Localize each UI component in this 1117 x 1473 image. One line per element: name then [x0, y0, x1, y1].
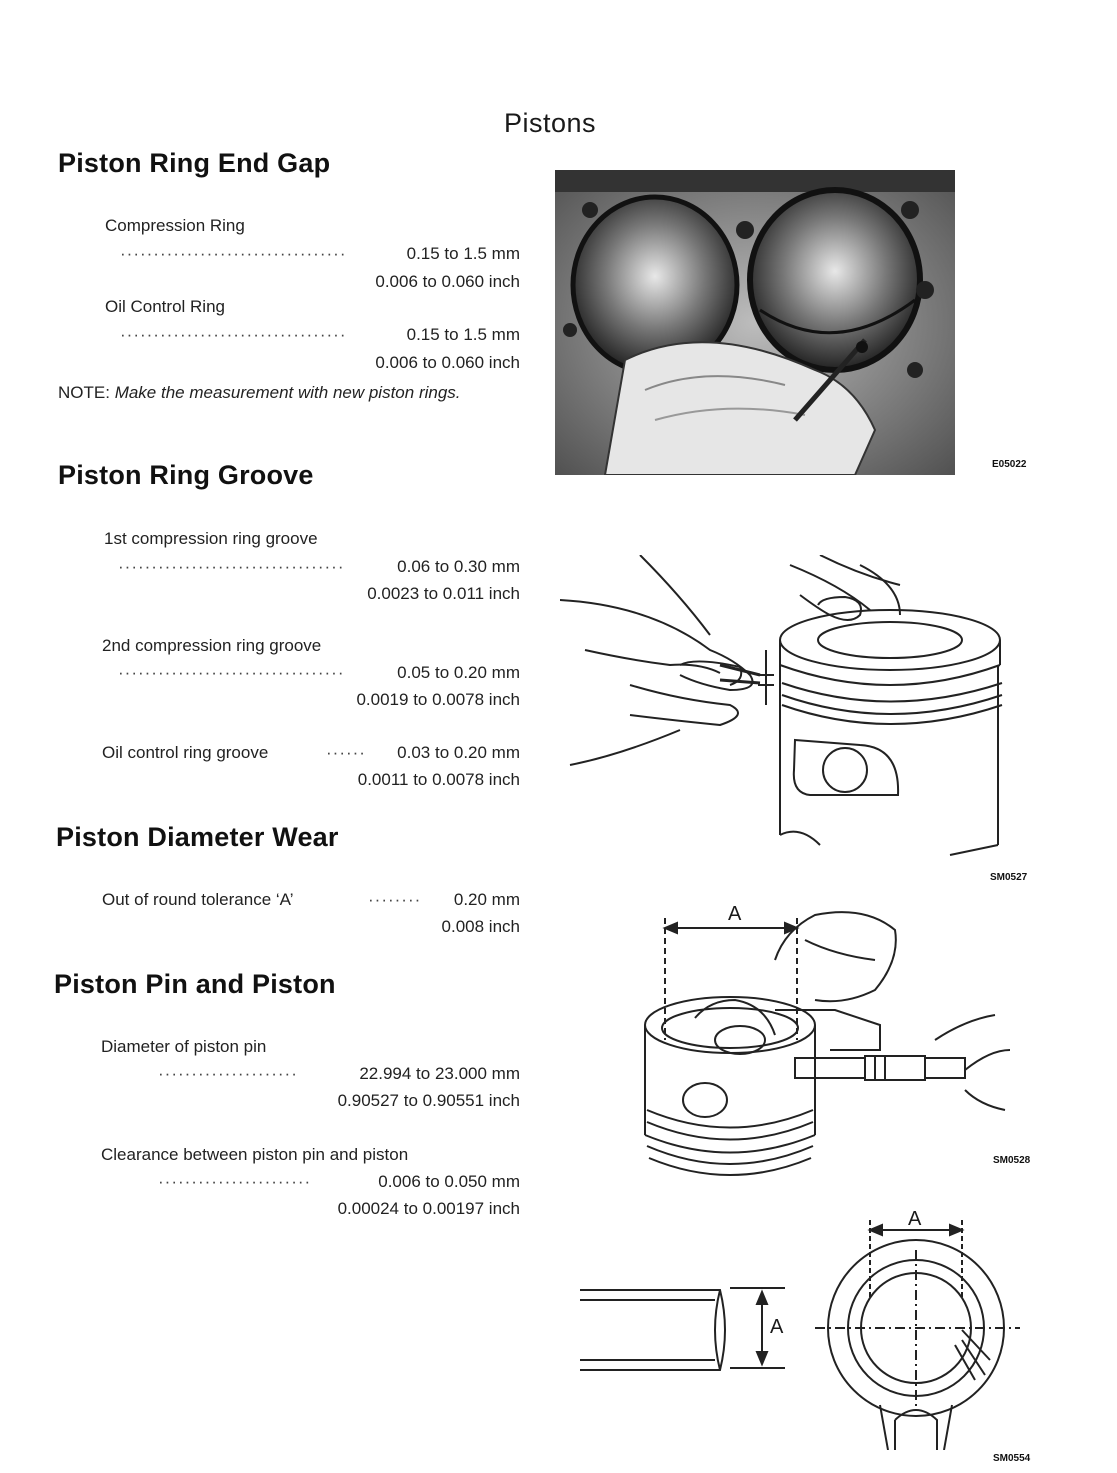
- figure-code-micrometer: SM0528: [993, 1155, 1031, 1166]
- dot-leader: ··································: [118, 557, 345, 576]
- dot-leader: ·····················: [158, 1064, 298, 1083]
- value-oil-mm: 0.15 to 1.5 mm: [406, 325, 520, 344]
- label-out-of-round: Out of round tolerance ‘A’: [102, 890, 294, 909]
- dimension-label-a: A: [728, 903, 742, 925]
- value-second-groove-inch: 0.0019 to 0.0078 inch: [356, 690, 520, 709]
- heading-pin-and-piston: Piston Pin and Piston: [54, 969, 336, 999]
- pin-bore-figure: [570, 1220, 1030, 1450]
- label-compression-ring: Compression Ring: [105, 216, 245, 235]
- value-out-of-round-mm: 0.20 mm: [453, 890, 520, 909]
- value-pin-clearance-inch: 0.00024 to 0.00197 inch: [337, 1199, 520, 1218]
- dot-leader: ··································: [118, 663, 345, 682]
- value-pin-clearance-mm: 0.006 to 0.050 mm: [378, 1172, 520, 1191]
- dimension-label-a-top: A: [908, 1208, 922, 1230]
- note-label: NOTE:: [58, 383, 110, 402]
- heading-diameter-wear: Piston Diameter Wear: [56, 822, 339, 852]
- value-pin-diameter-inch: 0.90527 to 0.90551 inch: [337, 1091, 520, 1110]
- figure-code-groove: SM0527: [990, 872, 1028, 883]
- value-compression-mm: 0.15 to 1.5 mm: [406, 244, 520, 263]
- ring-groove-figure: [560, 555, 1010, 865]
- heading-ring-end-gap: Piston Ring End Gap: [58, 148, 331, 178]
- label-first-groove: 1st compression ring groove: [104, 529, 318, 548]
- page-title: Pistons: [504, 108, 597, 138]
- dot-leader: ········: [368, 890, 422, 909]
- label-second-groove: 2nd compression ring groove: [102, 636, 322, 655]
- value-pin-diameter-mm: 22.994 to 23.000 mm: [359, 1064, 520, 1083]
- figure-code-photo: E05022: [992, 459, 1027, 470]
- piston-micrometer-figure: [635, 900, 1015, 1200]
- dot-leader: ······: [326, 743, 366, 762]
- value-first-groove-inch: 0.0023 to 0.011 inch: [367, 584, 520, 603]
- ring-end-gap-photo: [555, 170, 955, 475]
- figure-code-pin: SM0554: [993, 1453, 1031, 1464]
- label-pin-diameter: Diameter of piston pin: [101, 1037, 267, 1056]
- note-text: Make the measurement with new piston rings.: [114, 383, 461, 402]
- dot-leader: ··································: [120, 244, 347, 263]
- value-first-groove-mm: 0.06 to 0.30 mm: [397, 557, 520, 576]
- heading-ring-groove: Piston Ring Groove: [58, 460, 314, 490]
- note: [58, 380, 528, 406]
- dot-leader: ·······················: [158, 1172, 312, 1191]
- value-out-of-round-inch: 0.008 inch: [441, 917, 520, 936]
- label-oil-groove: Oil control ring groove: [102, 743, 269, 762]
- label-pin-clearance: Clearance between piston pin and piston: [101, 1145, 409, 1164]
- dot-leader: ··································: [120, 325, 347, 344]
- value-oil-groove-mm: 0.03 to 0.20 mm: [397, 743, 520, 762]
- label-oil-control-ring: Oil Control Ring: [105, 297, 225, 316]
- value-oil-inch: 0.006 to 0.060 inch: [375, 353, 520, 372]
- value-compression-inch: 0.006 to 0.060 inch: [375, 272, 520, 291]
- dimension-label-a-side: A: [770, 1316, 784, 1338]
- value-second-groove-mm: 0.05 to 0.20 mm: [397, 663, 520, 682]
- value-oil-groove-inch: 0.0011 to 0.0078 inch: [357, 770, 520, 789]
